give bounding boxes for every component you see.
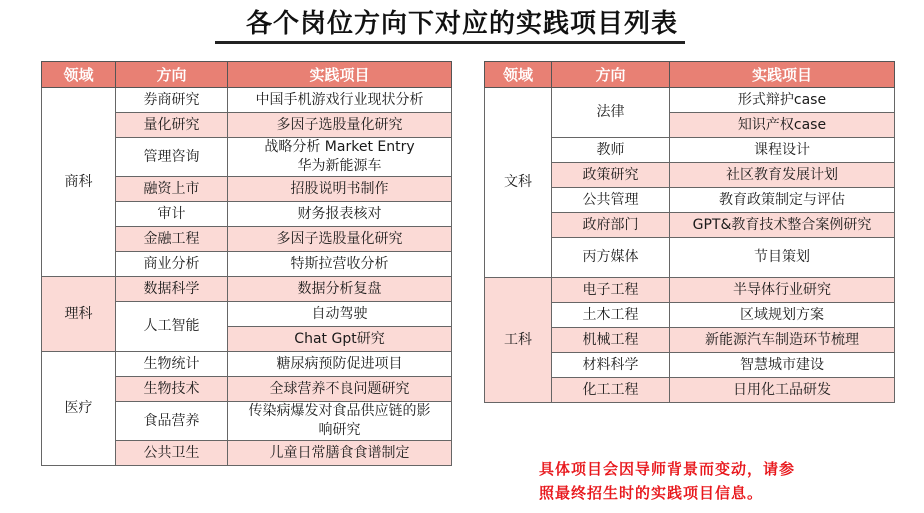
project-cell: 多因子选股量化研究	[228, 227, 452, 252]
table-row	[42, 352, 452, 377]
direction-cell: 管理咨询	[116, 138, 228, 177]
direction-cell: 公共管理	[552, 188, 670, 213]
project-cell: 新能源汽车制造环节梳理	[670, 328, 895, 353]
domain-business: 商科	[42, 88, 116, 277]
domain-engineering: 工科	[485, 278, 552, 403]
project-cell: 智慧城市建设	[670, 353, 895, 378]
project-cell: 中国手机游戏行业现状分析	[228, 88, 452, 113]
project-cell: 特斯拉营收分析	[228, 252, 452, 277]
direction-cell: 食品营养	[116, 402, 228, 441]
project-cell: GPT&教育技术整合案例研究	[670, 213, 895, 238]
direction-cell: 电子工程	[552, 278, 670, 303]
table-row	[485, 278, 895, 303]
project-cell: 招股说明书制作	[228, 177, 452, 202]
domain-science: 理科	[42, 277, 116, 352]
project-cell: 教育政策制定与评估	[670, 188, 895, 213]
direction-cell: 丙方媒体	[552, 238, 670, 278]
domain-liberal-arts: 文科	[485, 88, 552, 278]
direction-cell: 化工工程	[552, 378, 670, 403]
project-cell: 节目策划	[670, 238, 895, 278]
project-cell: 自动驾驶	[228, 302, 452, 327]
right-project-table	[484, 61, 895, 403]
header-project: 实践项目	[670, 62, 895, 88]
project-cell: 知识产权case	[670, 113, 895, 138]
direction-cell: 量化研究	[116, 113, 228, 138]
direction-cell: 金融工程	[116, 227, 228, 252]
project-cell: 财务报表核对	[228, 202, 452, 227]
header-domain: 领域	[42, 62, 116, 88]
project-cell: Chat Gpt研究	[228, 327, 452, 352]
direction-cell: 政府部门	[552, 213, 670, 238]
project-cell: 形式辩护case	[670, 88, 895, 113]
disclaimer-line-2: 照最终招生时的实践项目信息。	[539, 484, 764, 502]
project-cell: 课程设计	[670, 138, 895, 163]
project-cell: 全球营养不良问题研究	[228, 377, 452, 402]
header-direction: 方向	[552, 62, 670, 88]
disclaimer-note	[539, 457, 899, 505]
page-title: 各个岗位方向下对应的实践项目列表	[245, 9, 678, 39]
direction-cell: 融资上市	[116, 177, 228, 202]
table-row	[42, 88, 452, 113]
project-cell: 儿童日常膳食食谱制定	[228, 441, 452, 466]
direction-cell: 政策研究	[552, 163, 670, 188]
project-cell: 多因子选股量化研究	[228, 113, 452, 138]
table-row	[42, 277, 452, 302]
direction-cell: 生物统计	[116, 352, 228, 377]
header-direction: 方向	[116, 62, 228, 88]
direction-cell: 土木工程	[552, 303, 670, 328]
title-underline	[215, 41, 685, 44]
direction-cell: 法律	[552, 88, 670, 138]
left-project-table	[41, 61, 452, 466]
direction-cell: 人工智能	[116, 302, 228, 352]
project-cell: 社区教育发展计划	[670, 163, 895, 188]
project-cell: 日用化工品研发	[670, 378, 895, 403]
table-header-row	[485, 62, 895, 88]
project-cell: 区域规划方案	[670, 303, 895, 328]
disclaimer-line-1: 具体项目会因导师背景而变动，请参	[539, 460, 796, 478]
domain-medical: 医疗	[42, 352, 116, 466]
project-cell: 传染病爆发对食品供应链的影 响研究	[228, 402, 452, 441]
direction-cell: 教师	[552, 138, 670, 163]
direction-cell: 生物技术	[116, 377, 228, 402]
project-cell: 战略分析 Market Entry 华为新能源车	[228, 138, 452, 177]
header-project: 实践项目	[228, 62, 452, 88]
direction-cell: 审计	[116, 202, 228, 227]
table-header-row	[42, 62, 452, 88]
direction-cell: 公共卫生	[116, 441, 228, 466]
project-cell: 糖尿病预防促进项目	[228, 352, 452, 377]
project-cell: 半导体行业研究	[670, 278, 895, 303]
direction-cell: 数据科学	[116, 277, 228, 302]
project-cell: 数据分析复盘	[228, 277, 452, 302]
header-domain: 领域	[485, 62, 552, 88]
table-row	[485, 88, 895, 113]
direction-cell: 材料科学	[552, 353, 670, 378]
direction-cell: 商业分析	[116, 252, 228, 277]
direction-cell: 券商研究	[116, 88, 228, 113]
direction-cell: 机械工程	[552, 328, 670, 353]
